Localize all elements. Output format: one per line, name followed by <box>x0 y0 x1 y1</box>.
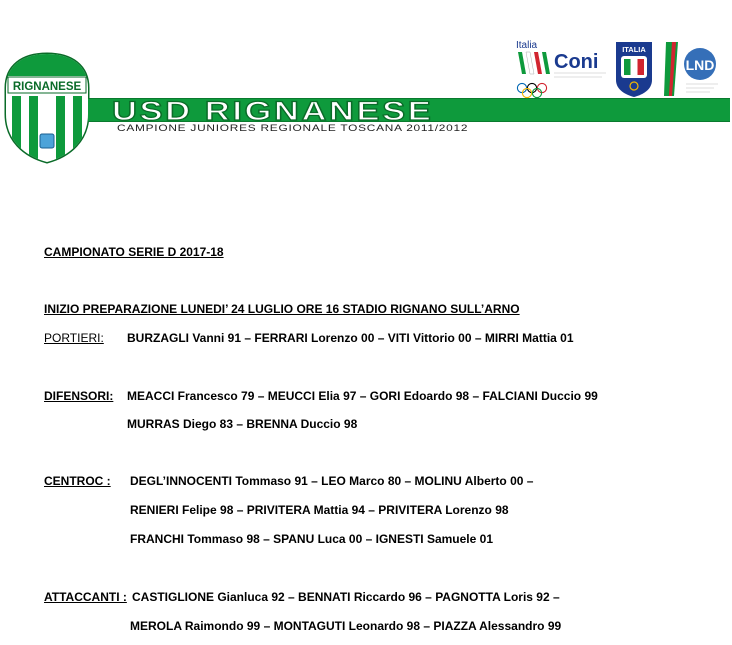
roster-line: BURZAGLI Vanni 91 – FERRARI Lorenzo 00 – VITI Vittorio 00 – MIRRI Mattia 01 <box>127 331 574 345</box>
coni-italia-text: Italia <box>516 40 538 51</box>
club-crest <box>4 52 90 164</box>
roster-line: DEGL’INNOCENTI Tommaso 91 – LEO Marco 80 – MOLINU Alberto 00 – <box>130 474 534 488</box>
roster-line: MEACCI Francesco 79 – MEUCCI Elia 97 – GORI Edoardo 98 – FALCIANI Duccio 99 <box>127 389 598 403</box>
section-label-centrocampisti: CENTROC : <box>44 474 111 488</box>
preparation-notice: INIZIO PREPARAZIONE LUNEDI’ 24 LUGLIO ORE 16 STADIO RIGNANO SULL’ARNO <box>44 302 520 316</box>
section-label-difensori: DIFENSORI: <box>44 389 114 403</box>
tricolor-ribbon-icon <box>518 52 550 74</box>
roster-line: MURRAS Diego 83 – BRENNA Duccio 98 <box>127 417 358 431</box>
crest-text: RIGNANESE <box>12 81 82 93</box>
italia-badge-text: ITALIA <box>622 45 646 54</box>
olympic-rings-icon <box>517 83 546 97</box>
lnd-text: LND <box>685 57 715 73</box>
italia-shield-icon <box>614 40 654 98</box>
lnd-logo <box>664 40 722 98</box>
section-label-portieri: PORTIERI: <box>44 331 104 345</box>
championship-title: CAMPIONATO SERIE D 2017-18 <box>44 245 224 259</box>
section-label-attaccanti: ATTACCANTI : <box>44 590 127 604</box>
roster-line: CASTIGLIONE Gianluca 92 – BENNATI Riccardo 96 – PAGNOTTA Loris 92 – <box>132 590 560 604</box>
roster-line: RENIERI Felipe 98 – PRIVITERA Mattia 94 – PRIVITERA Lorenzo 98 <box>130 503 509 517</box>
roster-line: FRANCHI Tommaso 98 – SPANU Luca 00 – IGNESTI Samuele 01 <box>130 532 493 546</box>
coni-logo <box>514 38 608 100</box>
club-name: USD RIGNANESE <box>112 96 434 126</box>
roster-line: MEROLA Raimondo 99 – MONTAGUTI Leonardo 98 – PIAZZA Alessandro 99 <box>130 619 562 633</box>
coni-text: Coni <box>554 51 599 73</box>
club-subtitle: CAMPIONE JUNIORES REGIONALE TOSCANA 2011/2012 <box>117 123 469 134</box>
